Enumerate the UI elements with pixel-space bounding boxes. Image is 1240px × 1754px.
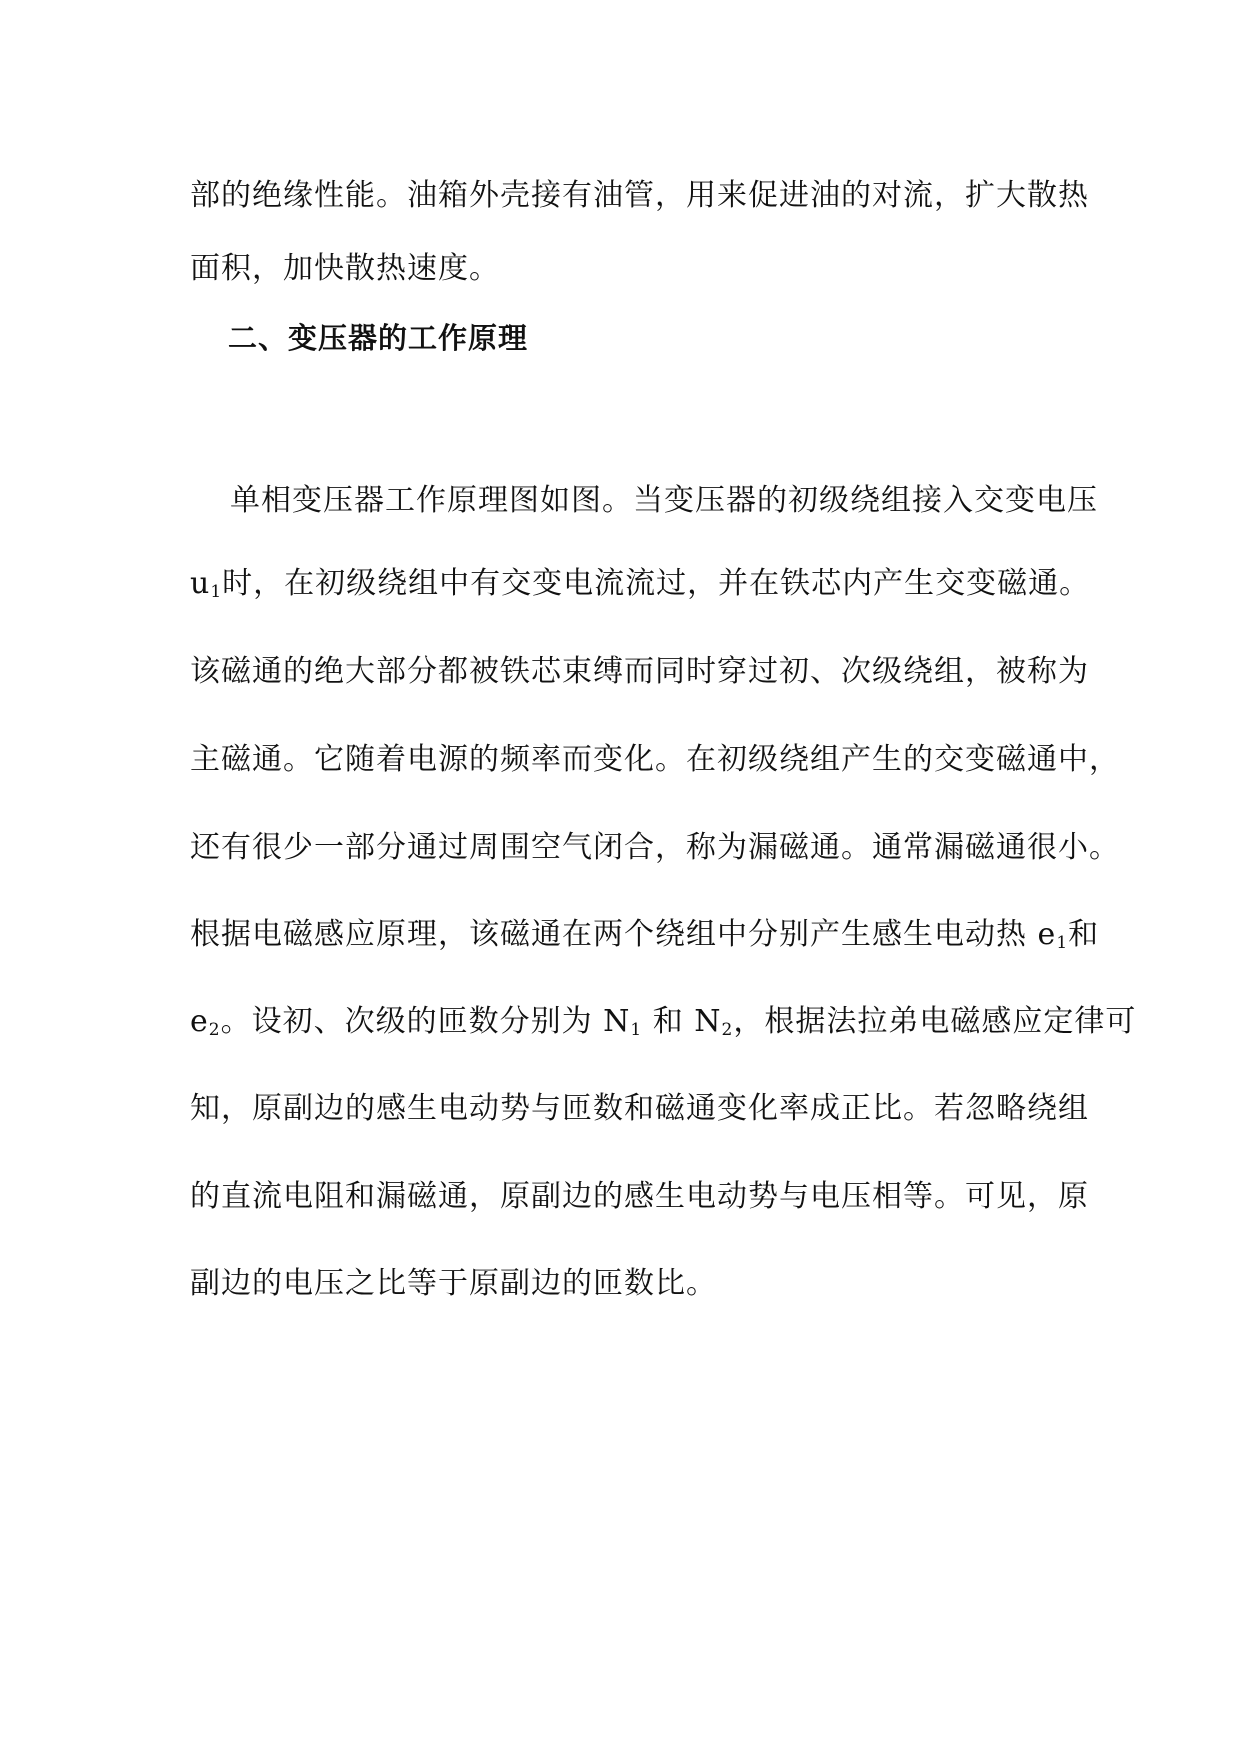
text-line: 主磁通。它随着电源的频率而变化。在初级绕组产生的交变磁通中， — [190, 742, 1120, 777]
variable-u: u — [190, 566, 211, 601]
line-text: 时，在初级绕组中有交变电流流过，并在铁芯内产生交变磁通。 — [222, 566, 1091, 601]
variable-n: N — [694, 1004, 722, 1039]
subscript: 2 — [208, 1020, 221, 1040]
text-line: 副边的电压之比等于原副边的匝数比。 — [190, 1266, 717, 1301]
text-line: 知，原副边的感生电动势与匝数和磁通变化率成正比。若忽略绕组 — [190, 1091, 1089, 1126]
line-text: 根据电磁感应原理，该磁通在两个绕组中分别产生感生电动热 — [190, 917, 1038, 952]
text-line: 部的绝缘性能。油箱外壳接有油管，用来促进油的对流，扩大散热 — [190, 178, 1089, 213]
variable-e: e — [1037, 917, 1057, 952]
line-text: 和 — [1068, 917, 1100, 952]
subscript: 2 — [721, 1020, 734, 1040]
text-line: 面积，加快散热速度。 — [190, 251, 500, 286]
subscript: 1 — [210, 582, 223, 602]
text-line: 该磁通的绝大部分都被铁芯束缚而同时穿过初、次级绕组，被称为 — [190, 654, 1089, 689]
text-line — [190, 1002, 1136, 1042]
text-line — [190, 564, 1090, 604]
variable-e: e — [190, 1004, 209, 1039]
line-text: ，根据法拉弟电磁感应定律可 — [733, 1004, 1137, 1039]
subscript: 1 — [630, 1020, 643, 1040]
text-line: 单相变压器工作原理图如图。当变压器的初级绕组接入交变电压 — [230, 483, 1098, 518]
variable-n: N — [603, 1004, 631, 1039]
line-text: 。设初、次级的匝数分别为 — [220, 1004, 604, 1039]
subscript: 1 — [1056, 933, 1069, 953]
section-heading: 二、变压器的工作原理 — [228, 321, 529, 355]
text-line — [190, 915, 1099, 955]
line-text: 和 — [642, 1004, 695, 1039]
text-line: 还有很少一部分通过周围空气闭合，称为漏磁通。通常漏磁通很小。 — [190, 830, 1120, 865]
text-line: 的直流电阻和漏磁通，原副边的感生电动势与电压相等。可见，原 — [190, 1179, 1089, 1214]
